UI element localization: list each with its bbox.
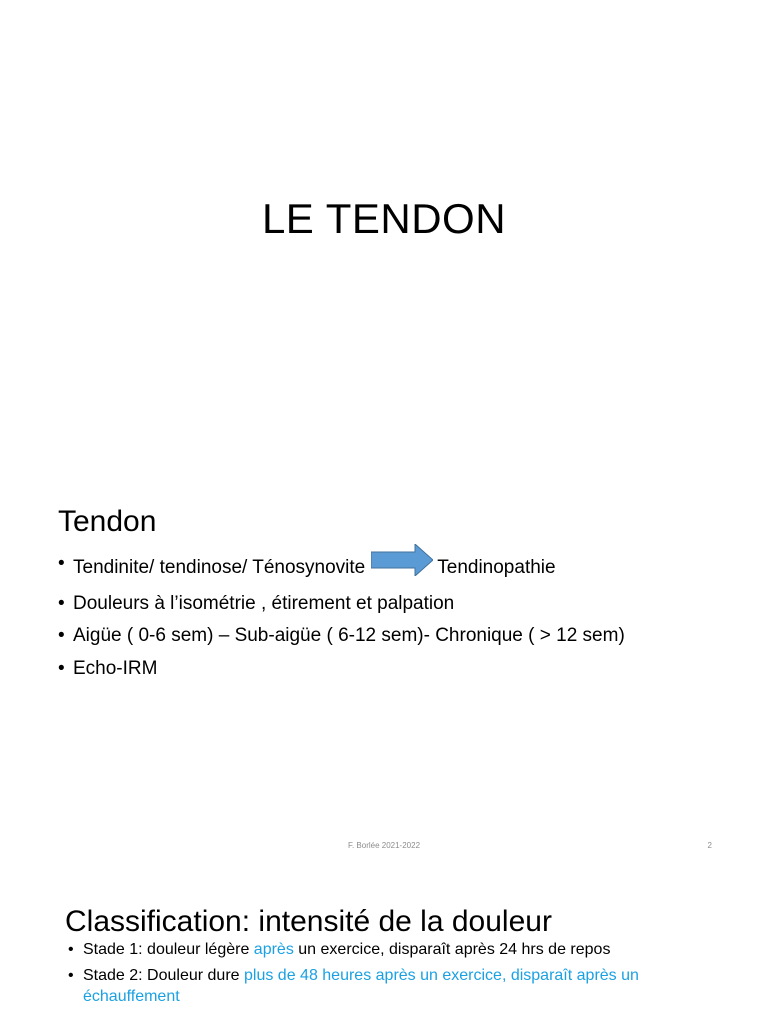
page-number: 2: [707, 841, 712, 850]
bullet-item: • Aigüe ( 0-6 sem) – Sub-aigüe ( 6-12 sem)- Chronique ( > 12 sem): [58, 620, 748, 653]
highlighted-text: plus de 48 heures après un exercice, disparaît après un échauffement: [83, 967, 639, 1005]
title-slide: [0, 0, 768, 432]
classification-slide: [0, 864, 768, 1024]
slide-footer: F. Borlée 2021-2022: [347, 841, 421, 850]
slide-title: LE TENDON: [261, 195, 507, 243]
tendon-slide: [0, 432, 768, 864]
bullet-item: • Echo-IRM: [58, 653, 748, 686]
highlighted-text: après: [253, 941, 294, 958]
bullet-text: Stade 2: Douleur dure: [83, 967, 244, 984]
right-arrow-icon: [371, 544, 433, 588]
bullet-list: [68, 939, 708, 1012]
bullet-text: Stade 1: douleur légère: [83, 941, 254, 958]
bullet-text: Tendinite/ tendinose/ Ténosynovite: [73, 556, 366, 578]
bullet-list: [58, 548, 748, 685]
bullet-text: un exercice, disparaît après 24 hrs de repos: [293, 941, 611, 958]
bullet-item: • Douleurs à l’isométrie , étirement et palpation: [58, 588, 748, 621]
bullet-text-result: Tendinopathie: [437, 556, 556, 578]
bullet-item: [58, 548, 748, 588]
bullet-item: [68, 965, 708, 1007]
slide-heading: Tendon: [58, 504, 157, 538]
slide-heading: Classification: intensité de la douleur: [65, 904, 552, 938]
bullet-item: [68, 939, 708, 960]
